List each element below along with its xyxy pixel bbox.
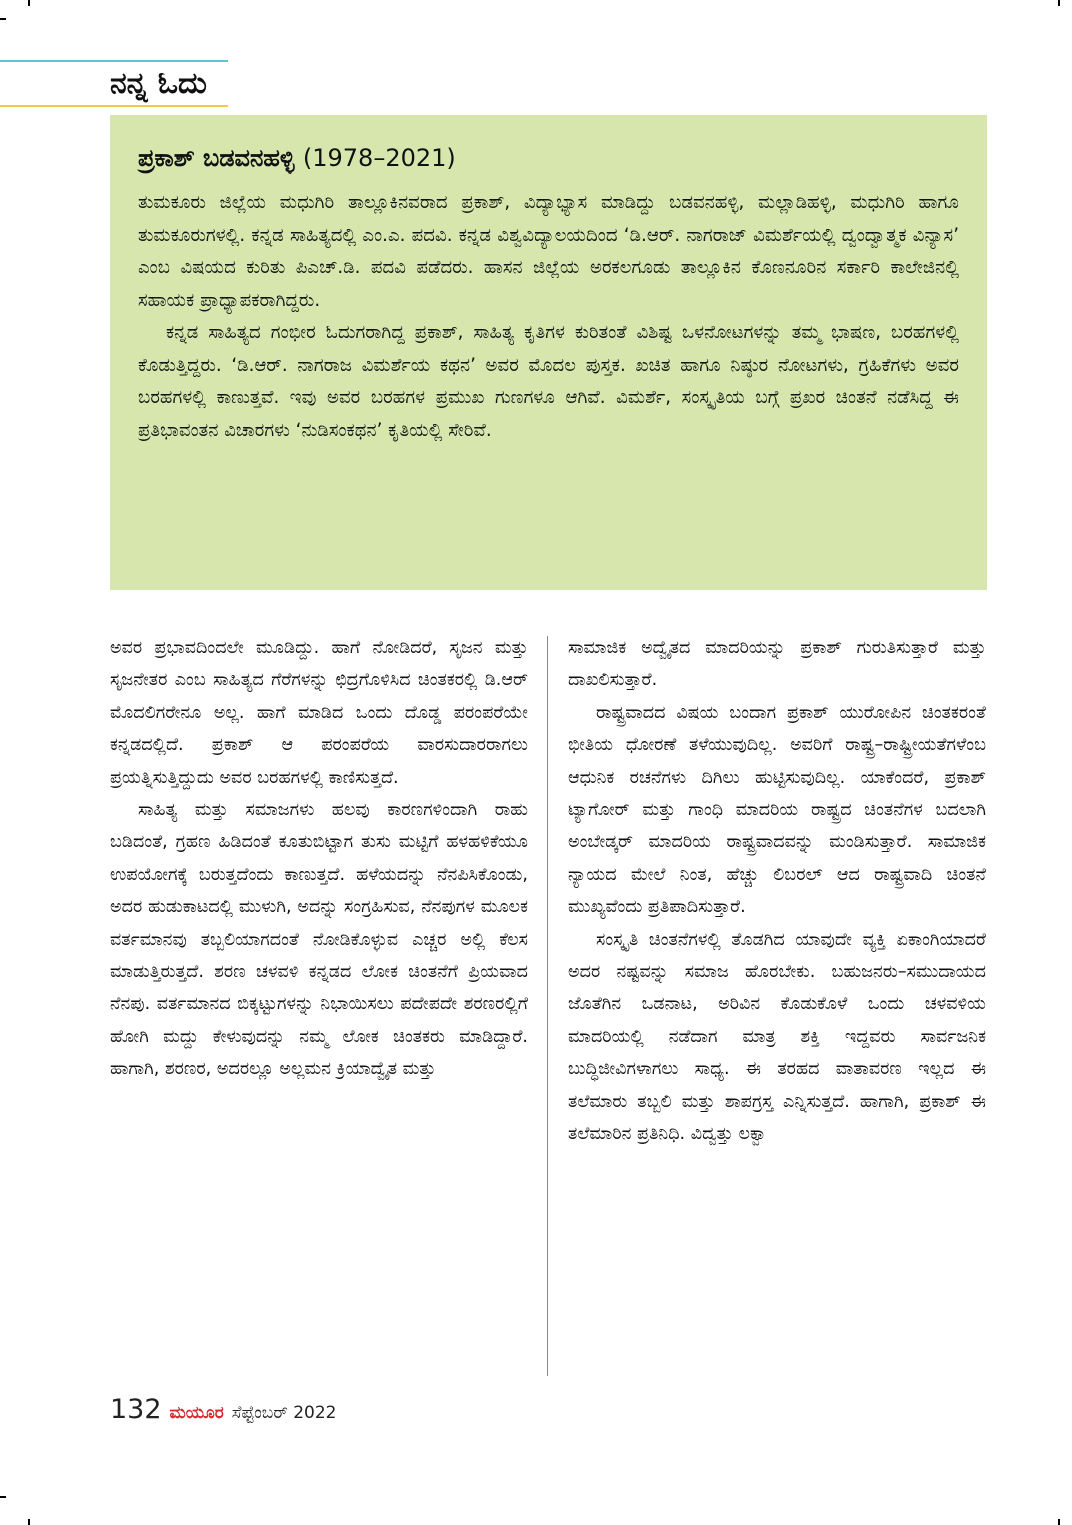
author-bio-box [110, 115, 987, 590]
issue-date: ಸೆಪ್ಟೆಂಬರ್ 2022 [231, 1403, 337, 1423]
article-column-right [568, 632, 986, 1151]
bio-paragraph: ತುಮಕೂರು ಜಿಲ್ಲೆಯ ಮಧುಗಿರಿ ತಾಲ್ಲೂಕಿನವರಾದ ಪ್ರಕಾಶ್, ವಿದ್ಯಾಭ್ಯಾಸ ಮಾಡಿದ್ದು ಬಡವನಹಳ್ಳಿ, ಮಲ್ಲಾಡಿಹಳ್ಳಿ, ಮಧುಗಿರಿ ಹಾಗೂ ತುಮಕೂರುಗಳಲ್ಲಿ. ಕನ್ನಡ ಸಾಹಿತ್ಯದಲ್ಲಿ ಎಂ.ಎ. ಪದವಿ. ಕನ್ನಡ ವಿಶ್ವವಿದ್ಯಾಲಯದಿಂದ ‘ಡಿ.ಆರ್. ನಾಗರಾಜ್ ವಿಮರ್ಶೆಯಲ್ಲಿ ದ್ವಂದ್ವಾತ್ಮಕ ವಿನ್ಯಾಸ’ ಎಂಬ ವಿಷಯದ ಕುರಿತು ಪಿಎಚ್.ಡಿ. ಪದವಿ ಪಡೆದರು. ಹಾಸನ ಜಿಲ್ಲೆಯ ಅರಕಲಗೂಡು ತಾಲ್ಲೂಕಿನ ಕೊಣನೂರಿನ ಸರ್ಕಾರಿ ಕಾಲೇಜಿನಲ್ಲಿ ಸಹಾಯಕ ಪ್ರಾಧ್ಯಾಪಕರಾಗಿದ್ದರು. [138, 192, 959, 311]
page-footer [110, 1392, 336, 1428]
crop-mark [28, 1519, 30, 1525]
header-rule-bottom [0, 105, 228, 107]
crop-mark [28, 0, 30, 6]
article-column-left [110, 632, 528, 1086]
page-number: 132 [110, 1394, 162, 1425]
crop-mark [1058, 0, 1060, 6]
author-name: ಪ್ರಕಾಶ್ ಬಡವನಹಳ್ಳಿ [138, 144, 295, 172]
article-paragraph: ಸಾಮಾಜಿಕ ಅದ್ವೈತದ ಮಾದರಿಯನ್ನು ಪ್ರಕಾಶ್ ಗುರುತಿಸುತ್ತಾರೆ ಮತ್ತು ದಾಖಲಿಸುತ್ತಾರೆ. [568, 638, 986, 691]
article-paragraph: ಸಂಸ್ಕೃತಿ ಚಿಂತನೆಗಳಲ್ಲಿ ತೊಡಗಿದ ಯಾವುದೇ ವ್ಯಕ್ತಿ ಏಕಾಂಗಿಯಾದರೆ ಅದರ ನಷ್ಟವನ್ನು ಸಮಾಜ ಹೊರಬೇಕು. ಬಹುಜನರು–ಸಮುದಾಯದ ಜೊತೆಗಿನ ಒಡನಾಟ, ಅರಿವಿನ ಕೊಡುಕೊಳೆ ಒಂದು ಚಳವಳಿಯ ಮಾದರಿಯಲ್ಲಿ ನಡೆದಾಗ ಮಾತ್ರ ಶಕ್ತಿ ಇದ್ದವರು ಸಾರ್ವಜನಿಕ ಬುದ್ಧಿಜೀವಿಗಳಾಗಲು ಸಾಧ್ಯ. ಈ ತರಹದ ವಾತಾವರಣ ಇಲ್ಲದ ಈ ತಲೆಮಾರು ತಬ್ಬಲಿ ಮತ್ತು ಶಾಪಗ್ರಸ್ತ ಎನ್ನಿಸುತ್ತದೆ. ಹಾಗಾಗಿ, ಪ್ರಕಾಶ್ ಈ ತಲೆಮಾರಿನ ಪ್ರತಿನಿಧಿ. ವಿದ್ವತ್ತು ಲಕ್ವಾ [568, 929, 986, 1145]
header-rule-top [0, 60, 228, 62]
article-paragraph: ಸಾಹಿತ್ಯ ಮತ್ತು ಸಮಾಜಗಳು ಹಲವು ಕಾರಣಗಳಿಂದಾಗಿ ರಾಹು ಬಡಿದಂತೆ, ಗ್ರಹಣ ಹಿಡಿದಂತೆ ಕೂತುಬಿಟ್ಟಾಗ ತುಸು ಮಟ್ಟಿಗೆ ಹಳಹಳಿಕೆಯೂ ಉಪಯೋಗಕ್ಕೆ ಬರುತ್ತದೆಂದು ಕಾಣುತ್ತದೆ. ಹಳೆಯದನ್ನು ನೆನಪಿಸಿಕೊಂಡು, ಅದರ ಹುಡುಕಾಟದಲ್ಲಿ ಮುಳುಗಿ, ಅದನ್ನು ಸಂಗ್ರಹಿಸುವ, ನೆನಪುಗಳ ಮೂಲಕ ವರ್ತಮಾನವು ತಬ್ಬಲಿಯಾಗದಂತೆ ನೋಡಿಕೊಳ್ಳುವ ಎಚ್ಚರ ಅಲ್ಲಿ ಕೆಲಸ ಮಾಡುತ್ತಿರುತ್ತದೆ. ಶರಣ ಚಳವಳಿ ಕನ್ನಡದ ಲೋಕ ಚಿಂತನೆಗೆ ಪ್ರಿಯವಾದ ನೆನಪು. ವರ್ತಮಾನದ ಬಿಕ್ಕಟ್ಟುಗಳನ್ನು ನಿಭಾಯಿಸಲು ಪದೇಪದೇ ಶರಣರಲ್ಲಿಗೆ ಹೋಗಿ ಮದ್ದು ಕೇಳುವುದನ್ನು ನಮ್ಮ ಲೋಕ ಚಿಂತಕರು ಮಾಡಿದ್ದಾರೆ. ಹಾಗಾಗಿ, ಶರಣರ, ಅದರಲ್ಲೂ ಅಲ್ಲಮನ ಕ್ರಿಯಾದ್ವೈತ ಮತ್ತು [110, 800, 528, 1080]
magazine-name: ಮಯೂರ [169, 1403, 224, 1423]
article-paragraph: ರಾಷ್ಟ್ರವಾದದ ವಿಷಯ ಬಂದಾಗ ಪ್ರಕಾಶ್ ಯುರೋಪಿನ ಚಿಂತಕರಂತೆ ಭೀತಿಯ ಧೋರಣೆ ತಳೆಯುವುದಿಲ್ಲ. ಅವರಿಗೆ ರಾಷ್ಟ್ರ–ರಾಷ್ಟ್ರೀಯತೆಗಳೆಂಬ ಆಧುನಿಕ ರಚನೆಗಳು ದಿಗಿಲು ಹುಟ್ಟಿಸುವುದಿಲ್ಲ. ಯಾಕೆಂದರೆ, ಪ್ರಕಾಶ್ ಟ್ಯಾಗೋರ್ ಮತ್ತು ಗಾಂಧಿ ಮಾದರಿಯ ರಾಷ್ಟ್ರದ ಚಿಂತನೆಗಳ ಬದಲಾಗಿ ಅಂಬೇಡ್ಕರ್ ಮಾದರಿಯ ರಾಷ್ಟ್ರವಾದವನ್ನು ಮಂಡಿಸುತ್ತಾರೆ. ಸಾಮಾಜಿಕ ನ್ಯಾಯದ ಮೇಲೆ ನಿಂತ, ಹೆಚ್ಚು ಲಿಬರಲ್ ಆದ ರಾಷ್ಟ್ರವಾದಿ ಚಿಂತನೆ ಮುಖ್ಯವೆಂದು ಪ್ರತಿಪಾದಿಸುತ್ತಾರೆ. [568, 702, 986, 918]
crop-mark [1058, 1519, 1060, 1525]
section-title: ನನ್ನ ಓದು [110, 66, 207, 101]
author-bio-title [138, 141, 959, 175]
author-years: (1978–2021) [302, 144, 456, 172]
column-divider [547, 636, 548, 1376]
crop-mark [0, 18, 6, 20]
crop-mark [0, 1496, 6, 1498]
article-paragraph: ಅವರ ಪ್ರಭಾವದಿಂದಲೇ ಮೂಡಿದ್ದು. ಹಾಗೆ ನೋಡಿದರೆ, ಸೃಜನ ಮತ್ತು ಸೃಜನೇತರ ಎಂಬ ಸಾಹಿತ್ಯದ ಗೆರೆಗಳನ್ನು ಛಿದ್ರಗೊಳಿಸಿದ ಚಿಂತಕರಲ್ಲಿ ಡಿ.ಆರ್ ಮೊದಲಿಗರೇನೂ ಅಲ್ಲ. ಹಾಗೆ ಮಾಡಿದ ಒಂದು ದೊಡ್ಡ ಪರಂಪರೆಯೇ ಕನ್ನಡದಲ್ಲಿದೆ. ಪ್ರಕಾಶ್ ಆ ಪರಂಪರೆಯ ವಾರಸುದಾರರಾಗಲು ಪ್ರಯತ್ನಿಸುತ್ತಿದ್ದುದು ಅವರ ಬರಹಗಳಲ್ಲಿ ಕಾಣಿಸುತ್ತದೆ. [110, 638, 528, 788]
bio-paragraph: ಕನ್ನಡ ಸಾಹಿತ್ಯದ ಗಂಭೀರ ಓದುಗರಾಗಿದ್ದ ಪ್ರಕಾಶ್, ಸಾಹಿತ್ಯ ಕೃತಿಗಳ ಕುರಿತಂತೆ ವಿಶಿಷ್ಟ ಒಳನೋಟಗಳನ್ನು ತಮ್ಮ ಭಾಷಣ, ಬರಹಗಳಲ್ಲಿ ಕೊಡುತ್ತಿದ್ದರು. ‘ಡಿ.ಆರ್. ನಾಗರಾಜ ವಿಮರ್ಶೆಯ ಕಥನ’ ಅವರ ಮೊದಲ ಪುಸ್ತಕ. ಖಚಿತ ಹಾಗೂ ನಿಷ್ಠುರ ನೋಟಗಳು, ಗ್ರಹಿಕೆಗಳು ಅವರ ಬರಹಗಳಲ್ಲಿ ಕಾಣುತ್ತವೆ. ಇವು ಅವರ ಬರಹಗಳ ಪ್ರಮುಖ ಗುಣಗಳೂ ಆಗಿವೆ. ವಿಮರ್ಶೆ, ಸಂಸ್ಕೃತಿಯ ಬಗ್ಗೆ ಪ್ರಖರ ಚಿಂತನೆ ನಡೆಸಿದ್ದ ಈ ಪ್ರತಿಭಾವಂತನ ವಿಚಾರಗಳು ‘ನುಡಿಸಂಕಥನ’ ಕೃತಿಯಲ್ಲಿ ಸೇರಿವೆ. [138, 322, 959, 441]
